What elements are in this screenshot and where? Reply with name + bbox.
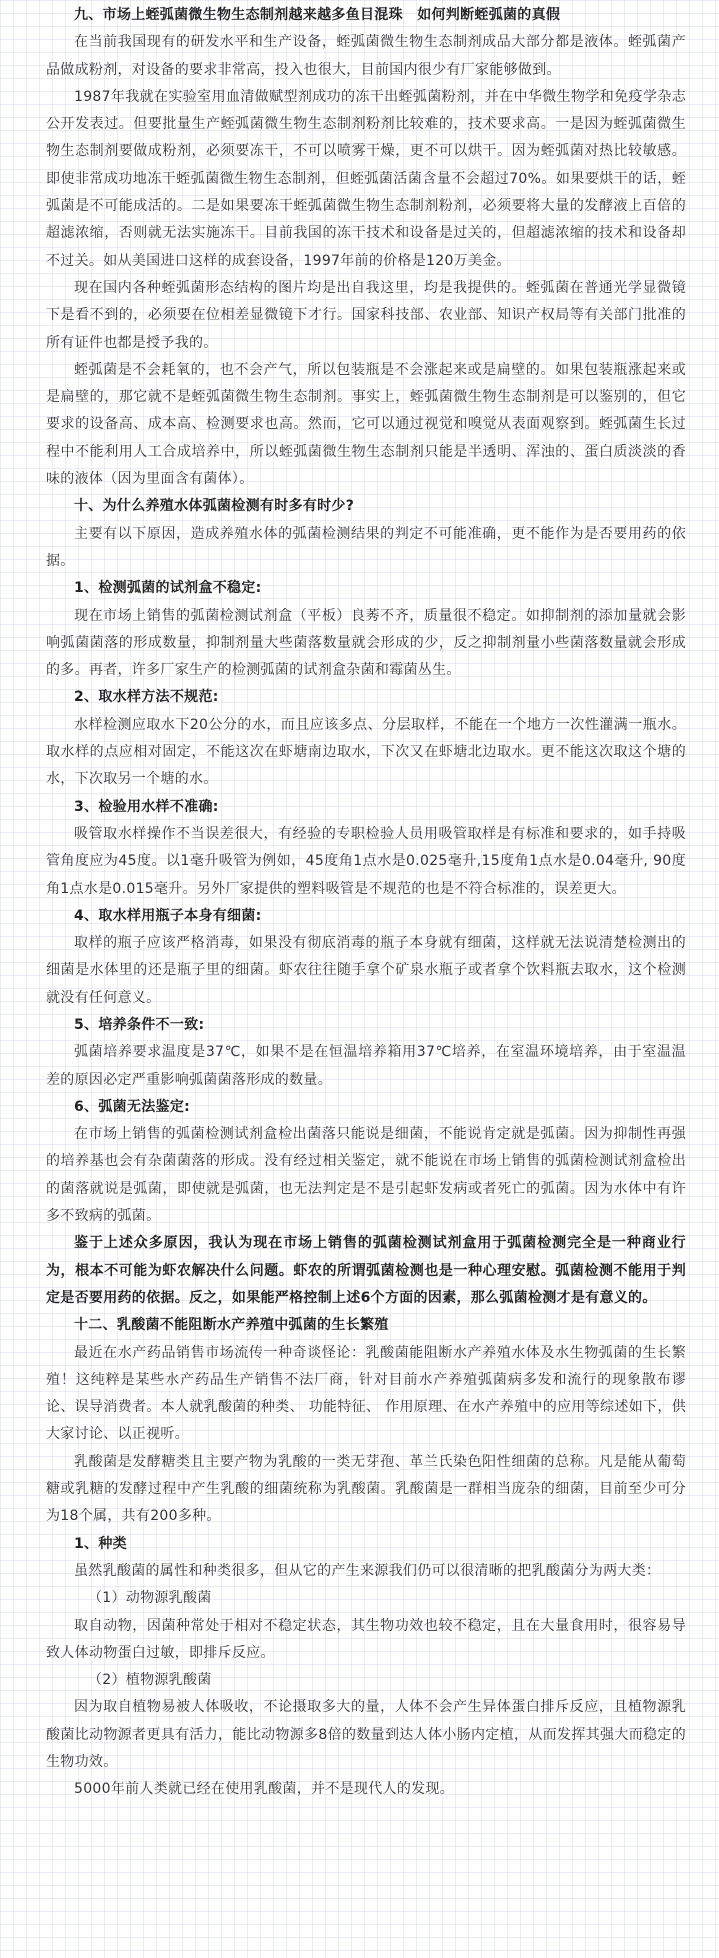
paragraph: 主要有以下原因，造成养殖水体的弧菌检测结果的判定不可能准确，更不能作为是否要用药的依据。	[46, 525, 686, 569]
sub-subheading: （1）动物源乳酸菌	[88, 1590, 212, 1607]
numbered-subheading: 1、种类	[74, 1535, 127, 1552]
numbered-subheading: 5、培养条件不一致:	[74, 1016, 205, 1033]
paragraph: 取样的瓶子应该严格消毒，如果没有彻底消毒的瓶子本身就有细菌，这样就无法说清楚检测出的细菌是水体里的还是瓶子里的细菌。虾农往往随手拿个矿泉水瓶子或者拿个饮料瓶去取水，这个检测就没有任何意义。	[46, 935, 686, 1006]
numbered-subheading: 3、检验用水样不准确:	[74, 798, 219, 815]
paragraph: 蛭弧菌是不会耗氧的，也不会产气，所以包装瓶是不会涨起来或是扁壁的。如果包装瓶涨起来或是扁壁的，那它就不是蛭弧菌微生物生态制剂。事实上，蛭弧菌微生物生态制剂是可以鉴别的，但它要求的设备高、成本高、检测要求也高。然而，它可以通过视觉和嗅觉从表面观察到。蛭弧菌生长过程中不能利用人工合成培养中，所以蛭弧菌微生物生态制剂只能是半透明、浑浊的、蛋白质淡淡的香味的液体（因为里面含有菌体）。	[46, 361, 686, 488]
paragraph: 吸管取水样操作不当误差很大，有经验的专职检验人员用吸管取样是有标准和要求的，如手持吸管角度应为45度。以1毫升吸管为例如，45度角1点水是0.025毫升,15度角1点水是0.04毫升, 90度角1点水是0.015毫升。另外厂家提供的塑料吸管是不规范的也是不符合标准的，误差更大。	[46, 825, 686, 897]
numbered-subheading: 1、检测弧菌的试剂盒不稳定:	[74, 580, 262, 597]
paragraph: 1987年我就在实验室用血清做赋型剂成功的冻干出蛭弧菌粉剂，并在中华微生物学和免疫学杂志公开发表过。但要批量生产蛭弧菌微生物生态制剂粉剂比较难的，技术要求高。一是因为蛭弧菌微生物生态制剂要做成粉剂，必须要冻干，不可以喷雾干燥，更不可以烘干。因为蛭弧菌对热比较敏感。即使非常成功地冻干蛭弧菌微生物生态制剂，但蛭弧菌活菌含量不会超过70%。如果要烘干的话，蛭弧菌是不可能成活的。二是如果要冻干蛭弧菌微生物生态制剂粉剂，必须要将大量的发酵液上百倍的超滤浓缩，否则就无法实施冻干。目前我国的冻干技术和设备是过关的，但超滤浓缩的技术和设备却不过关。如从美国进口这样的成套设备，1997年前的价格是120万美金。	[46, 88, 686, 269]
numbered-subheading: 2、取水样方法不规范:	[74, 689, 219, 706]
paragraph: 虽然乳酸菌的属性和种类很多，但从它的产生来源我们仍可以很清晰的把乳酸菌分为两大类：	[74, 1562, 661, 1579]
paragraph: 最近在水产药品销售市场流传一种奇谈怪论：乳酸菌能阻断水产养殖水体及水生物弧菌的生长繁殖！这纯粹是某些水产药品生产销售不法厂商，针对目前水产养殖弧菌病多发和流行的现象散布谬论、误导消费者。本人就乳酸菌的种类、 功能特征、 作用原理、在水产养殖中的应用等综述如下，供大家讨论、以正视听。	[46, 1344, 686, 1443]
paragraph: 5000年前人类就已经在使用乳酸菌，并不是现代人的发现。	[74, 1781, 455, 1798]
paragraph: 现在国内各种蛭弧菌形态结构的图片均是出自我这里，均是我提供的。蛭弧菌在普通光学显微镜下是看不到的，必须要在位相差显微镜下才行。国家科技部、农业部、知识产权局等有关部门批准的所有证件也都是授予我的。	[46, 279, 686, 351]
section-heading: 十、为什么养殖水体弧菌检测有时多有时少?	[74, 498, 355, 515]
paragraph: 在当前我国现有的研发水平和生产设备，蛭弧菌微生物生态制剂成品大部分都是液体。蛭弧菌产品做成粉剂，对设备的要求非常高，投入也很大，目前国内很少有厂家能够做到。	[46, 34, 686, 78]
numbered-subheading: 6、弧菌无法鉴定:	[74, 1098, 191, 1115]
paragraph: 在市场上销售的弧菌检测试剂盒检出菌落只能说是细菌，不能说肯定就是弧菌。因为抑制性再强的培养基也会有杂菌菌落的形成。没有经过相关鉴定，就不能说在市场上销售的弧菌检测试剂盒检出的菌落就说是弧菌，即使就是弧菌，也无法判定是不是引起虾发病或者死亡的弧菌。因为水体中有许多不致病的弧菌。	[46, 1126, 686, 1225]
paragraph: 弧菌培养要求温度是37℃，如果不是在恒温培养箱用37℃培养，在室温环境培养，由于室温温差的原因必定严重影响弧菌菌落形成的数量。	[46, 1044, 686, 1088]
paragraph: 水样检测应取水下20公分的水，而且应该多点、分层取样，不能在一个地方一次性灌满一瓶水。取水样的点应相对固定，不能这次在虾塘南边取水，下次又在虾塘北边取水。更不能这次取这个塘的水，下次取另一个塘的水。	[46, 716, 686, 788]
bold-paragraph: 鉴于上述众多原因，我认为现在市场上销售的弧菌检测试剂盒用于弧菌检测完全是一种商业行为，根本不可能为虾农解决什么问题。虾农的所谓弧菌检测也是一种心理安慰。弧菌检测不能用于判定是否要用药的依据。反之，如果能严格控制上述6个方面的因素，那么弧菌检测才是有意义的。	[46, 1235, 686, 1306]
numbered-subheading: 4、取水样用瓶子本身有细菌:	[74, 907, 262, 924]
paragraph: 因为取自植物易被人体吸收，不论摄取多大的量，人体不会产生异体蛋白排斥反应，且植物源乳酸菌比动物源者更具有活力，能比动物源多8倍的数量到达人体小肠内定植，从而发挥其强大而稳定的生物功效。	[46, 1699, 686, 1770]
paragraph: 取自动物，因菌种常处于相对不稳定状态，其生物功效也较不稳定，且在大量食用时，很容易导致人体动物蛋白过敏，即排斥反应。	[46, 1617, 686, 1661]
section-heading: 十二、乳酸菌不能阻断水产养殖中弧菌的生长繁殖	[74, 1317, 389, 1334]
article-body	[46, 2, 686, 1804]
section-heading: 九、市场上蛭弧菌微生物生态制剂越来越多鱼目混珠 如何判断蛭弧菌的真假	[74, 7, 561, 23]
paragraph: 乳酸菌是发酵糖类且主要产物为乳酸的一类无芽孢、革兰氏染色阳性细菌的总称。凡是能从葡萄糖或乳糖的发酵过程中产生乳酸的细菌统称为乳酸菌。乳酸菌是一群相当庞杂的细菌，目前至少可分为18个属，共有200多种。	[46, 1453, 686, 1525]
sub-subheading: （2）植物源乳酸菌	[88, 1672, 212, 1689]
paragraph: 现在市场上销售的弧菌检测试剂盒（平板）良莠不齐，质量很不稳定。如抑制剂的添加量就会影响弧菌菌落的形成数量，抑制剂量大些菌落数量就会形成的少，反之抑制剂量小些菌落数量就会形成的多。再者，许多厂家生产的检测弧菌的试剂盒杂菌和霉菌丛生。	[46, 607, 686, 679]
